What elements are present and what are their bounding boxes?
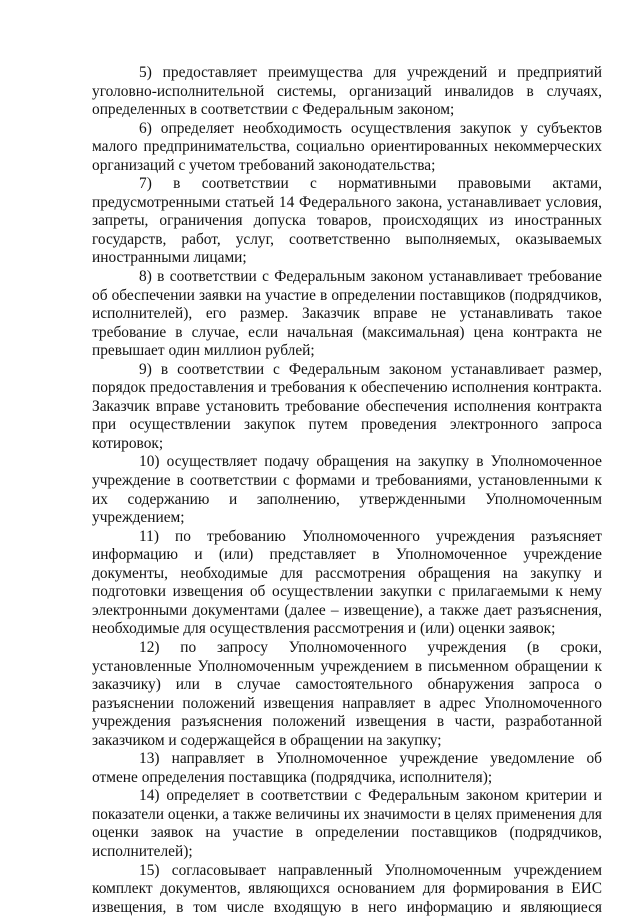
document-page [92,64,602,917]
list-item-14: 14) определяет в соответствии с Федеральным законом критерии и показатели оценки, а также величины их значимости в целях применения для оценки заявок на участие в определении поставщиков (подрядчиков, исполнителей); [92,787,602,860]
list-item-8: 8) в соответствии с Федеральным законом устанавливает требование об обеспечении заявки на участие в определении поставщиков (подрядчиков, исполнителей), его размер. Заказчик вправе не устанавливать такое требование в случае, если начальная (максимальная) цена контракта не превышает один миллион рублей; [92,268,602,360]
list-item-9: 9) в соответствии с Федеральным законом устанавливает размер, порядок предоставления и требования к обеспечению исполнения контракта. Заказчик вправе установить требование обеспечения исполнения контракта при осуществлении закупок путем проведения электронного запроса котировок; [92,360,602,452]
list-item-10: 10) осуществляет подачу обращения на закупку в Уполномоченное учреждение в соответствии с формами и требованиями, установленными к их содержанию и заполнению, утвержденными Уполномоченным учреждением; [92,453,602,527]
list-item-11: 11) по требованию Уполномоченного учреждения разъясняет информацию и (или) представляет в Уполномоченное учреждение документы, необходимые для рассмотрения обращения на закупку и подготовки извещения об осуществлении закупки с прилагаемыми к нему электронными документами (далее – извещение), а также дает разъяснения, необходимые для осуществления рассмотрения и (или) оценки заявок; [92,527,602,638]
list-item-12: 12) по запросу Уполномоченного учреждения (в сроки, установленные Уполномоченным учреждением в письменном обращении к заказчику) или в случае самостоятельного обнаружения запроса о разъяснении положений извещения направляет в адрес Уполномоченного учреждения разъяснения положений извещения в части, разработанной заказчиком и содержащейся в обращении на закупку; [92,638,602,749]
list-item-13: 13) направляет в Уполномоченное учреждение уведомление об отмене определения поставщика (подрядчика, исполнителя); [92,750,602,786]
list-item-5: 5) предоставляет преимущества для учреждений и предприятий уголовно-исполнительной системы, организаций инвалидов в случаях, определенных в соответствии с Федеральным законом; [92,64,602,119]
list-item-6: 6) определяет необходимость осуществления закупок у субъектов малого предпринимательства, социально ориентированных некоммерческих организаций с учетом требований законодательства; [92,119,602,174]
list-item-15: 15) согласовывает направленный Уполномоченным учреждением комплект документов, являющихся основанием для формирования в ЕИС извещения, в том числе входящую в него информацию и являющиеся [92,861,602,916]
list-item-7: 7) в соответствии с нормативными правовыми актами, предусмотренными статьей 14 Федерального закона, устанавливает условия, запреты, ограничения допуска товаров, происходящих из иностранных государств, работ, услуг, соответственно выполняемых, оказываемых иностранными лицами; [92,175,602,267]
